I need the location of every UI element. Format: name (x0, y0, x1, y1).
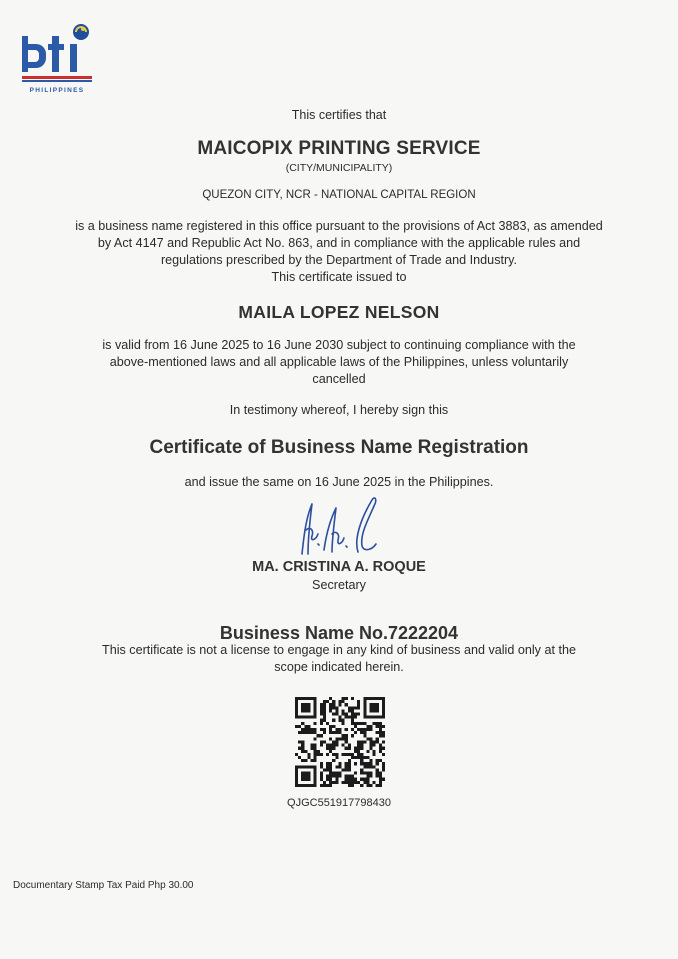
paragraph-line: This certificate is not a license to engage in any kind of business and valid only at the (102, 643, 576, 657)
owner-name: MAILA LOPEZ NELSON (238, 302, 440, 322)
paragraph-line: above-mentioned laws and all applicable laws of the Philippines, unless voluntarily (109, 355, 569, 369)
stamp-tax-text: Documentary Stamp Tax Paid Php 30.00 (13, 880, 194, 891)
business-name-number: Business Name No.7222204 (219, 623, 459, 643)
signatory-name: MA. CRISTINA A. ROQUE (252, 559, 426, 575)
paragraph-line: is a business name registered in this office pursuant to the provisions of Act 3883, as amended (75, 219, 603, 233)
certificate-title: Certificate of Business Name Registration (149, 437, 529, 458)
disclaimer-paragraph (0, 642, 678, 676)
registration-paragraph (0, 218, 678, 286)
logo-subtitle: PHILIPPINES (29, 87, 85, 94)
paragraph-line: scope indicated herein. (274, 660, 404, 674)
qr-code-text: QJGC551917798430 (287, 797, 391, 809)
signature (288, 490, 388, 560)
qr-code (295, 697, 385, 787)
paragraph-line: regulations prescribed by the Department of Trade and Industry. (160, 253, 518, 267)
intro-text: This certifies that (291, 108, 387, 122)
issue-text: and issue the same on 16 June 2025 in the Philippines. (184, 475, 494, 489)
scope-text: (CITY/MUNICIPALITY) (285, 162, 393, 174)
validity-paragraph (0, 337, 678, 388)
dti-logo (20, 22, 96, 96)
business-name: MAICOPIX PRINTING SERVICE (197, 138, 481, 159)
testimony-text: In testimony whereof, I hereby sign this (229, 403, 449, 417)
paragraph-line: by Act 4147 and Republic Act No. 863, and in compliance with the applicable rules and (97, 236, 581, 250)
paragraph-line: is valid from 16 June 2025 to 16 June 2030 subject to continuing compliance with the (102, 338, 576, 352)
paragraph-line: This certificate issued to (271, 270, 407, 284)
region-text: QUEZON CITY, NCR - NATIONAL CAPITAL REGION (202, 189, 476, 201)
paragraph-line: cancelled (312, 372, 366, 386)
signatory-title: Secretary (312, 578, 366, 592)
